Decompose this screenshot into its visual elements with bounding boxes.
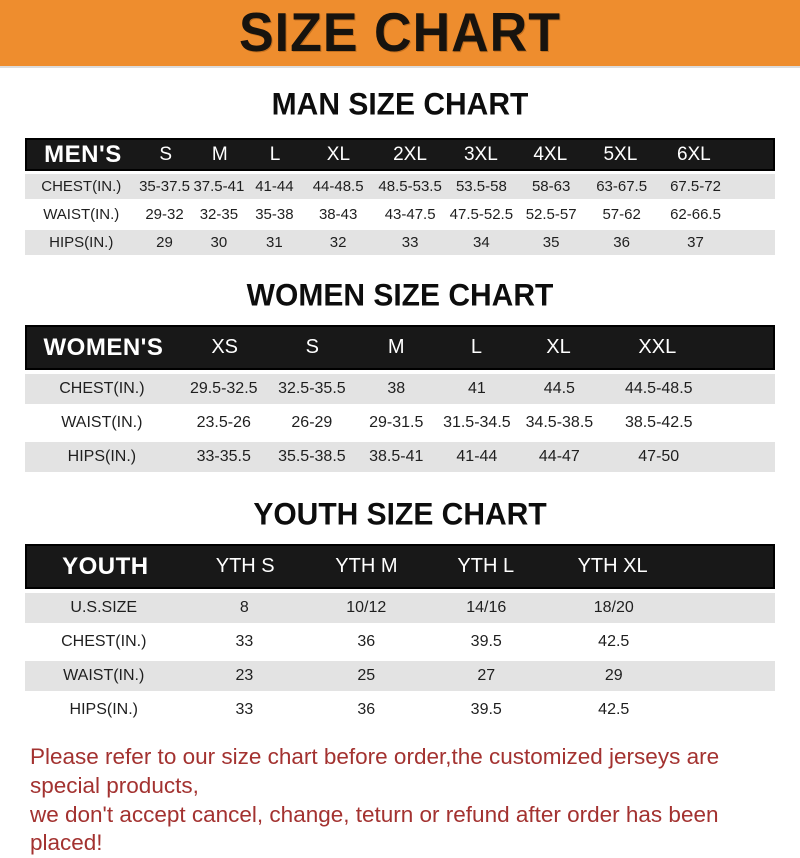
size-value-cell: 44-47 xyxy=(538,448,580,465)
row-label: HIPS(IN.) xyxy=(69,701,138,718)
note-line-1: Please refer to our size chart before order,the customized jerseys are special products, xyxy=(30,744,720,798)
row-label: CHEST(IN.) xyxy=(61,633,147,650)
size-column-header: YTH S xyxy=(215,555,275,577)
size-value-cell: 36 xyxy=(613,234,630,251)
men-table-header-row xyxy=(25,138,775,171)
youth-table-header-row xyxy=(25,544,775,589)
men-section xyxy=(0,88,800,255)
size-value-cell: 32-35 xyxy=(199,206,239,223)
row-label: CHEST(IN.) xyxy=(59,380,145,397)
size-value-cell: 41-44 xyxy=(255,178,294,195)
table-row-chest xyxy=(25,374,775,404)
row-label: WAIST(IN.) xyxy=(43,206,120,223)
size-value-cell: 23.5-26 xyxy=(196,414,251,431)
size-value-cell: 31.5-34.5 xyxy=(443,414,511,431)
size-value-cell: 27 xyxy=(477,667,496,684)
youth-table-title: YOUTH xyxy=(62,552,149,580)
youth-section xyxy=(0,498,800,725)
size-value-cell: 34 xyxy=(473,234,490,251)
row-label: WAIST(IN.) xyxy=(63,667,145,684)
size-value-cell: 62-66.5 xyxy=(670,206,721,223)
size-value-cell: 42.5 xyxy=(598,633,630,650)
size-value-cell: 8 xyxy=(239,599,249,616)
size-value-cell: 41-44 xyxy=(456,448,498,465)
page-title: SIZE CHART xyxy=(239,2,561,64)
size-value-cell: 37 xyxy=(687,234,704,251)
table-row-chest xyxy=(25,627,775,657)
size-value-cell: 30 xyxy=(210,234,228,251)
size-value-cell: 58-63 xyxy=(531,178,571,195)
size-value-cell: 39.5 xyxy=(470,633,502,650)
size-column-header: XS xyxy=(211,336,239,358)
table-row-waist xyxy=(25,408,775,438)
size-column-header: 2XL xyxy=(393,143,427,165)
size-column-header: YTH M xyxy=(335,555,398,577)
table-row-waist xyxy=(25,202,775,227)
size-value-cell: 36 xyxy=(357,633,376,650)
size-value-cell: 29.5-32.5 xyxy=(189,380,258,397)
size-value-cell: 38 xyxy=(387,380,406,397)
women-section xyxy=(0,279,800,472)
size-value-cell: 48.5-53.5 xyxy=(378,178,442,195)
women-table-header-row xyxy=(25,325,775,370)
size-value-cell: 18/20 xyxy=(593,599,634,616)
size-value-cell: 31 xyxy=(266,234,283,251)
size-column-header: L xyxy=(470,336,482,358)
size-value-cell: 29-31.5 xyxy=(369,414,424,431)
size-value-cell: 47-50 xyxy=(638,448,680,465)
size-value-cell: 32 xyxy=(329,234,347,251)
size-value-cell: 38-43 xyxy=(318,206,358,223)
table-row-chest xyxy=(25,174,775,199)
size-value-cell: 34.5-38.5 xyxy=(525,414,594,431)
size-value-cell: 37.5-41 xyxy=(193,178,245,195)
size-value-cell: 32.5-35.5 xyxy=(278,380,346,397)
table-row-hips xyxy=(25,442,775,472)
size-value-cell: 38.5-42.5 xyxy=(624,414,693,431)
size-value-cell: 39.5 xyxy=(470,701,502,718)
size-value-cell: 42.5 xyxy=(598,701,630,718)
size-column-header: XL xyxy=(546,336,571,358)
size-value-cell: 33-35.5 xyxy=(196,448,251,465)
size-value-cell: 63-67.5 xyxy=(596,178,648,195)
women-section-heading: WOMEN SIZE CHART xyxy=(246,278,554,313)
size-column-header: L xyxy=(269,143,281,165)
size-value-cell: 67.5-72 xyxy=(670,178,721,195)
size-column-header: M xyxy=(387,336,405,358)
size-column-header: 6XL xyxy=(676,143,711,165)
men-section-heading: MAN SIZE CHART xyxy=(271,87,529,122)
size-value-cell: 44-48.5 xyxy=(312,178,364,195)
size-value-cell: 38.5-41 xyxy=(369,448,424,465)
size-value-cell: 35-38 xyxy=(255,206,294,223)
size-value-cell: 35-37.5 xyxy=(139,178,190,195)
size-column-header: XL xyxy=(326,143,351,165)
row-label: HIPS(IN.) xyxy=(67,448,137,465)
size-value-cell: 47.5-52.5 xyxy=(449,206,514,223)
men-table-title: MEN'S xyxy=(44,140,122,168)
size-column-header: S xyxy=(159,143,173,165)
row-label: CHEST(IN.) xyxy=(41,178,122,195)
women-size-table xyxy=(25,325,775,472)
size-value-cell: 44.5 xyxy=(543,380,575,397)
size-value-cell: 23 xyxy=(235,667,254,684)
size-column-header: YTH XL xyxy=(577,555,648,577)
size-value-cell: 41 xyxy=(467,380,486,397)
size-value-cell: 10/12 xyxy=(346,599,387,616)
table-row-waist xyxy=(25,661,775,691)
youth-size-table xyxy=(25,544,775,725)
row-label: HIPS(IN.) xyxy=(49,234,114,251)
table-row-ussize xyxy=(25,593,775,623)
size-column-header: 4XL xyxy=(533,143,568,165)
size-value-cell: 57-62 xyxy=(602,206,641,223)
size-value-cell: 33 xyxy=(235,701,254,718)
size-value-cell: 53.5-58 xyxy=(455,178,507,195)
size-value-cell: 26-29 xyxy=(291,414,333,431)
note-line-2: we don't accept cancel, change, teturn or refund after order has been placed! xyxy=(30,801,719,856)
size-column-header: XXL xyxy=(638,336,677,358)
size-value-cell: 44.5-48.5 xyxy=(624,380,693,397)
table-row-hips xyxy=(25,695,775,725)
size-value-cell: 43-47.5 xyxy=(384,206,436,223)
youth-section-heading: YOUTH SIZE CHART xyxy=(253,497,547,532)
size-value-cell: 29-32 xyxy=(145,206,184,223)
size-value-cell: 25 xyxy=(357,667,376,684)
size-value-cell: 33 xyxy=(401,234,419,251)
size-value-cell: 33 xyxy=(235,633,254,650)
size-value-cell: 29 xyxy=(156,234,173,251)
table-row-hips xyxy=(25,230,775,255)
size-value-cell: 29 xyxy=(604,667,623,684)
size-column-header: 5XL xyxy=(603,143,638,165)
row-label: U.S.SIZE xyxy=(70,599,138,616)
size-column-header: S xyxy=(305,336,319,358)
size-value-cell: 52.5-57 xyxy=(525,206,577,223)
size-column-header: YTH L xyxy=(457,555,515,577)
banner xyxy=(0,0,800,68)
size-column-header: 3XL xyxy=(463,143,498,165)
row-label: WAIST(IN.) xyxy=(61,414,143,431)
size-column-header: M xyxy=(211,143,228,165)
size-value-cell: 36 xyxy=(357,701,376,718)
footer-note xyxy=(30,743,772,858)
size-value-cell: 35 xyxy=(542,234,560,251)
size-value-cell: 14/16 xyxy=(466,599,507,616)
men-size-table xyxy=(25,138,775,255)
size-value-cell: 35.5-38.5 xyxy=(278,448,346,465)
women-table-title: WOMEN'S xyxy=(43,333,164,361)
